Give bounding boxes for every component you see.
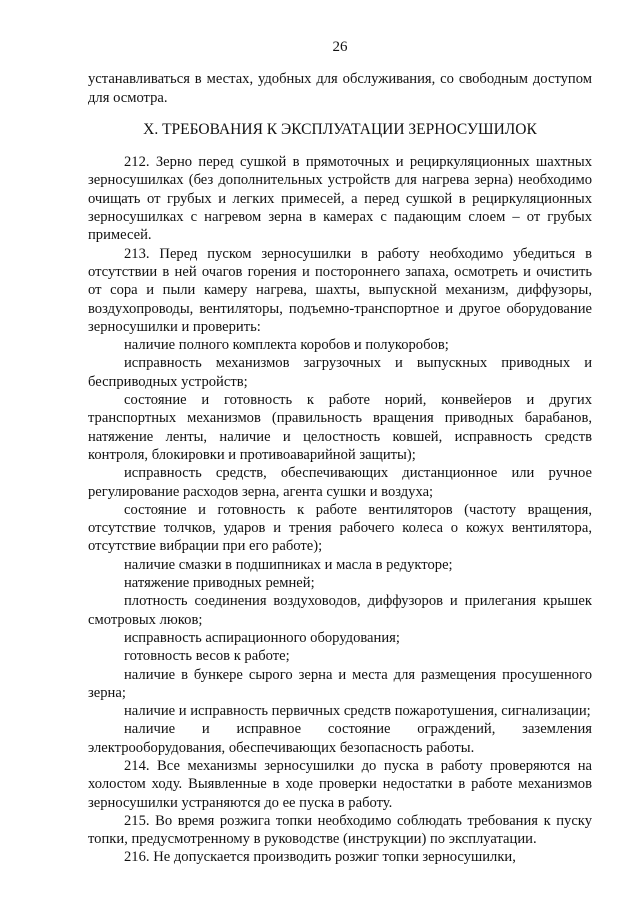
section-heading: X. ТРЕБОВАНИЯ К ЭКСПЛУАТАЦИИ ЗЕРНОСУШИЛОК [143, 120, 537, 138]
list-item-bunker: наличие в бункере сырого зерна и места для размещения просушенного зерна; [88, 666, 592, 701]
paragraph-215: 215. Во время розжига топки необходимо соблюдать требования к пуску топки, предусмотренному в руководстве (инструкции) по эксплуатации. [88, 812, 592, 848]
list-item-ducts: плотность соединения воздуховодов, диффузоров и прилегания крышек смотровых люков; [88, 593, 592, 628]
list-item-fire-safety: наличие и исправность первичных средств пожаротушения, сигнализации; [124, 703, 591, 720]
paragraph-216: 216. Не допускается производить розжиг топки зерносушилки, [124, 849, 516, 866]
list-item-lubrication: наличие смазки в подшипниках и масла в редукторе; [124, 556, 453, 573]
intro-paragraph: устанавливаться в местах, удобных для обслуживания, со свободным доступом для осмотра. [88, 71, 592, 106]
paragraph-213: 213. Перед пуском зерносушилки в работу необходимо убедиться в отсутствии в ней очагов горения и постороннего запаха, осмотреть и очистить от сора и пыли камеру нагрева, шахты, выпускной механизм, диффузоры, воздухопроводы, вентиляторы, подъемно-транспортное и другое оборудование зерносушилки и проверить: [88, 245, 592, 335]
list-item-aspiration: исправность аспирационного оборудования; [124, 629, 400, 646]
paragraph-212: 212. Зерно перед сушкой в прямоточных и рециркуляционных шахтных зерносушилках (без дополнительных устройств для нагрева зерна) необходимо очищать от грубых и легких примесей, а перед сушкой в рециркуляционных зерносушилках с нагревом зерна в камерах с падающим слоем – от грубых примесей. [88, 154, 592, 244]
list-item-conveyors: состояние и готовность к работе норий, конвейеров и других транспортных механизмов (правильность вращения приводных барабанов, натяжение ленты, наличие и целостность ковшей, исправность средств контроля, блокировки и противоаварийной защиты); [88, 392, 592, 463]
list-item-fans: состояние и готовность к работе вентиляторов (частоту вращения, отсутствие толчков, ударов и трения рабочего колеса о кожух вентилятора, отсутствие вибрации при его работе); [88, 501, 592, 555]
list-item-boxes: наличие полного комплекта коробов и полукоробов; [124, 337, 449, 354]
document-page [88, 38, 592, 867]
list-item-scales: готовность весов к работе; [124, 648, 290, 665]
list-item-regulation: исправность средств, обеспечивающих дистанционное или ручное регулирование расходов зерна, агента сушки и воздуха; [88, 465, 592, 500]
list-item-grounding: наличие и исправное состояние ограждений, заземления электрооборудования, обеспечивающих безопасность работы. [88, 721, 592, 756]
paragraph-214: 214. Все механизмы зерносушилки до пуска в работу проверяются на холостом ходу. Выявленные в ходе проверки недостатки в работе механизмов зерносушилки устраняются до ее пуска в работу. [88, 757, 592, 811]
page-number: 26 [332, 39, 348, 55]
list-item-belts: натяжение приводных ремней; [124, 575, 315, 592]
list-item-mechanisms: исправность механизмов загрузочных и выпускных приводных и бесприводных устройств; [88, 355, 592, 390]
